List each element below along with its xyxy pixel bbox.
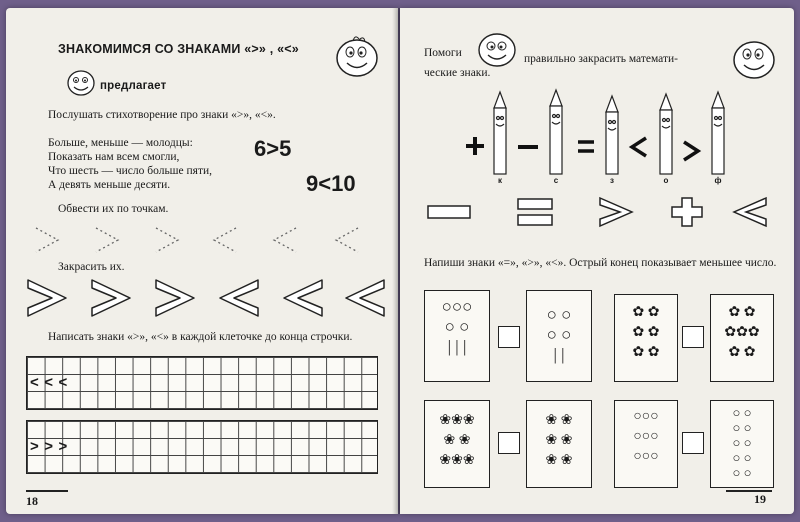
task-poem-text: Послушать стихотворение про знаки «>», «<». <box>48 109 276 121</box>
picture-box-butterflies-8 <box>424 400 490 488</box>
picture-box-chicks-6 <box>614 294 678 382</box>
smiley-face-icon-right <box>728 36 780 82</box>
page-number-rule <box>26 490 68 492</box>
smiley-face-icon-small <box>470 28 524 70</box>
example-6-greater-5: 6>5 <box>254 136 292 161</box>
pencil-letter-3: з <box>610 176 614 185</box>
picture-box-balloons-5 <box>424 290 490 382</box>
page-title: ЗНАКОМИМСЯ СО ЗНАКАМИ «>» , «<» <box>58 42 299 56</box>
pencil-letter-2: с <box>553 176 559 185</box>
task-trace-text: Обвести их по точкам. <box>58 203 169 215</box>
butterflies-icon-2: ❀ ❀ ❀ ❀ ❀ ❀ <box>545 413 573 468</box>
compare-box-3[interactable] <box>498 432 520 454</box>
compare-box-4[interactable] <box>682 432 704 454</box>
picture-box-butterflies-6 <box>526 400 592 488</box>
task-color-text: Закрасить их. <box>58 261 125 273</box>
compare-box-2[interactable] <box>682 326 704 348</box>
right-page <box>400 8 794 514</box>
compare-box-1[interactable] <box>498 326 520 348</box>
pencils-signs-row <box>460 84 780 184</box>
help-text-line-2: ческие знаки. <box>424 67 491 79</box>
smiley-face-icon <box>331 34 383 80</box>
writing-grid-2[interactable] <box>26 420 378 474</box>
page-number-left: 18 <box>26 494 38 508</box>
writing-grid-1[interactable] <box>26 356 378 410</box>
example-9-less-10: 9<10 <box>306 171 356 196</box>
left-page <box>6 8 398 514</box>
task-write-text: Написать знаки «>», «<» в каждой клеточке до конца строчки. <box>48 331 353 343</box>
poem-line-1: Больше, меньше — молодцы: <box>48 137 193 149</box>
chicks-icon: ✿ ✿ ✿ ✿ ✿ ✿ <box>632 305 660 360</box>
pencil-letter-4: о <box>663 176 669 185</box>
page-number-right: 19 <box>754 492 766 506</box>
picture-box-apples-9 <box>614 400 678 488</box>
poem-line-4: А девять меньше десяти. <box>48 179 171 191</box>
picture-box-chicks-7 <box>710 294 774 382</box>
dotted-signs-row <box>32 222 382 262</box>
pencil-letter-5: ф <box>714 176 722 185</box>
pencil-letter-1: к <box>497 176 502 185</box>
poem-line-2: Показать нам всем смогли, <box>48 151 180 163</box>
apples-icon: ○○○ ○○○ ○○○ <box>633 409 659 464</box>
balloons-icon-2: ○ ○ ○ ○ | | <box>546 305 572 364</box>
butterflies-icon: ❀❀❀ ❀ ❀ ❀❀❀ <box>439 413 475 468</box>
picture-box-balloons-4 <box>526 290 592 382</box>
suggests-label: предлагает <box>100 80 167 92</box>
picture-box-apples-10 <box>710 400 774 488</box>
task-signs-text: Напиши знаки «=», «>», «<». Острый конец показывает меньшее число. <box>424 257 777 269</box>
help-text: правильно закрасить математи- <box>524 53 678 65</box>
poem-line-3: Что шесть — число больше пяти, <box>48 165 213 177</box>
balloons-icon: ○○○ ○ ○ | | | <box>441 297 473 356</box>
apples-icon-2: ○ ○ ○ ○ ○ ○ ○ ○ ○ ○ <box>732 405 752 480</box>
outlined-math-signs-row <box>424 194 774 234</box>
grid-row-2-signs: >>> <box>30 438 73 455</box>
help-word: Помоги <box>424 47 462 59</box>
small-smiley-icon <box>64 66 98 98</box>
grid-row-1-signs: <<< <box>30 374 73 391</box>
chicks-icon-2: ✿ ✿ ✿✿✿ ✿ ✿ <box>724 305 760 360</box>
outlined-signs-row <box>26 276 386 324</box>
